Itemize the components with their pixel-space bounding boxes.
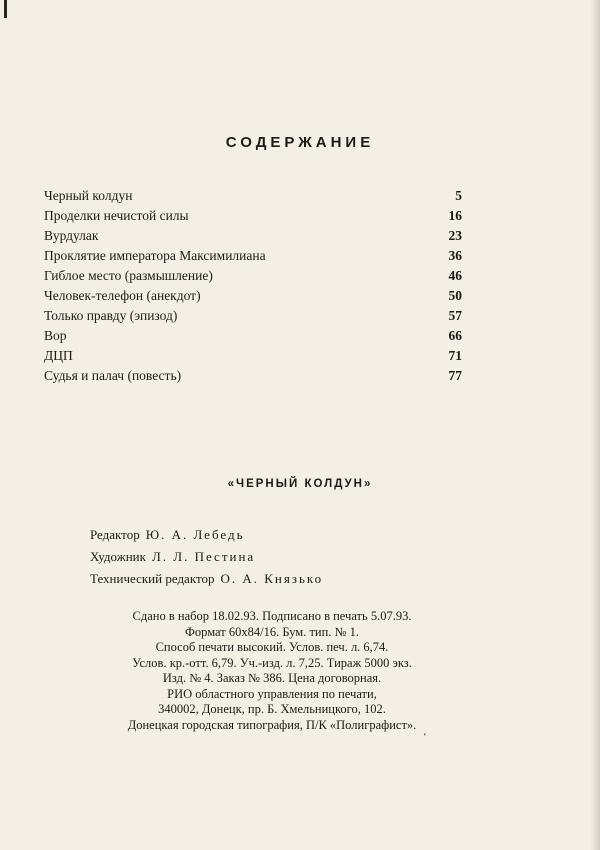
credit-role: Редактор xyxy=(90,527,140,542)
credit-line xyxy=(90,549,323,571)
toc-entry-page: 5 xyxy=(455,188,462,203)
toc-entry-title: Вор xyxy=(44,328,67,343)
page-edge-shadow xyxy=(590,0,600,850)
toc-entry-title: Человек-телефон (анекдот) xyxy=(44,288,201,303)
table-of-contents xyxy=(44,188,462,388)
imprint-line: Сдано в набор 18.02.93. Подписано в печать 5.07.93. xyxy=(132,609,412,623)
imprint-line: Изд. № 4. Заказ № 386. Цена договорная. xyxy=(162,671,382,685)
credit-line xyxy=(90,571,323,593)
ink-mark: ʻ xyxy=(423,731,427,743)
credit-name: Л. Л. Пестина xyxy=(151,549,256,564)
toc-entry xyxy=(44,228,462,248)
toc-entry xyxy=(44,208,462,228)
toc-entry-page: 71 xyxy=(448,348,462,363)
toc-entry-title: Черный колдун xyxy=(44,188,133,203)
toc-entry xyxy=(44,268,462,288)
imprint-line: 340002, Донецк, пр. Б. Хмельницкого, 102. xyxy=(158,702,386,716)
toc-entry-title: Судья и палач (повесть) xyxy=(44,368,182,383)
toc-entry-page: 77 xyxy=(448,368,462,383)
credit-line xyxy=(90,527,323,549)
toc-entry-title: Проклятие императора Максимилиана xyxy=(44,248,266,263)
credit-role: Технический редактор xyxy=(90,571,215,586)
imprint-line: Способ печати высокий. Услов. печ. л. 6,74. xyxy=(155,640,389,654)
imprint-line: Услов. кр.-отт. 6,79. Уч.-изд. л. 7,25. Тираж 5000 экз. xyxy=(132,655,412,670)
credit-role: Художник xyxy=(90,549,146,564)
toc-entry-page: 50 xyxy=(448,288,462,303)
toc-entry xyxy=(44,188,462,208)
book-title: «ЧЕРНЫЙ КОЛДУН» xyxy=(227,478,373,490)
credits-block xyxy=(90,527,323,593)
imprint-line: Донецкая городская типография, П/К «Полиграфист». xyxy=(127,717,417,732)
toc-entry xyxy=(44,328,462,348)
toc-entry-title: Вурдулак xyxy=(44,228,99,243)
binding-edge-mark xyxy=(4,0,7,18)
toc-entry-page: 36 xyxy=(448,248,462,263)
toc-entry xyxy=(44,308,462,328)
toc-entry-page: 23 xyxy=(448,228,462,243)
toc-entry-page: 46 xyxy=(448,268,462,283)
toc-entry xyxy=(44,288,462,308)
toc-heading: СОДЕРЖАНИЕ xyxy=(225,134,375,151)
toc-entry-page: 16 xyxy=(448,208,462,223)
imprint-line: Формат 60х84/16. Бум. тип. № 1. xyxy=(185,624,359,639)
credit-name: О. А. Князько xyxy=(220,571,324,586)
toc-entry-page: 57 xyxy=(448,308,462,323)
imprint-line: РИО областного управления по печати, xyxy=(167,686,377,701)
toc-entry-title: ДЦП xyxy=(44,348,73,363)
toc-entry xyxy=(44,348,462,368)
toc-entry-title: Проделки нечистой силы xyxy=(44,208,189,223)
toc-entry xyxy=(44,368,462,388)
toc-entry-title: Только правду (эпизод) xyxy=(44,308,178,323)
imprint-block xyxy=(82,609,462,733)
toc-entry-title: Гиблое место (размышление) xyxy=(44,268,213,283)
toc-entry xyxy=(44,248,462,268)
credit-name: Ю. А. Лебедь xyxy=(145,527,245,542)
toc-entry-page: 66 xyxy=(448,328,462,343)
